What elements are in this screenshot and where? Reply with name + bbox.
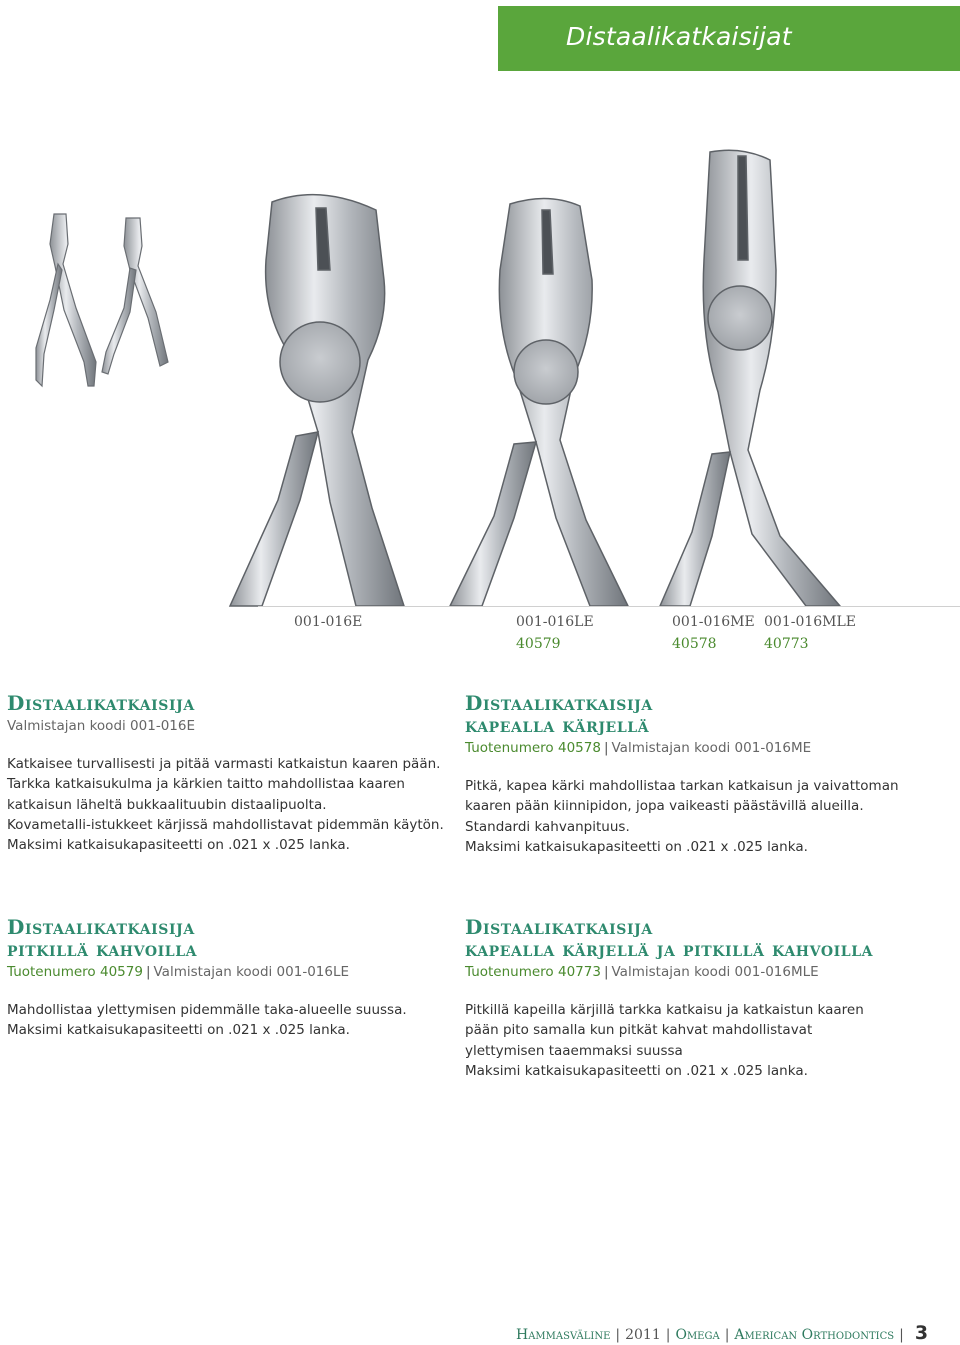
body-line: pään pito samalla kun pitkät kahvat mahdollistavat [465,1022,813,1039]
section-title: Distaalikatkaisija kapealla kärjellä ja pitkillä kahvoilla [465,915,874,961]
body-line: Katkaisee turvallisesti ja pitää varmasti katkaistun kaaren pään. [7,756,441,772]
code-label-2: 001-016LE [516,614,594,630]
small-pliers-image [36,214,168,386]
body-line: Maksimi katkaisukapasiteetti on .021 x .025 lanka. [465,838,808,855]
body-line: Maksimi katkaisukapasiteetti on .021 x .025 lanka. [465,1062,808,1079]
body-line: Maksimi katkaisukapasiteetti on .021 x .025 lanka. [7,1022,350,1039]
section-title: Distaalikatkaisija pitkillä kahvoilla [7,915,198,961]
section-meta: Tuotenumero 40773 | Valmistajan koodi 001-016MLE [465,964,819,980]
section-kapealla-karjella [465,692,945,857]
section-distaalikatkaisija [7,692,447,855]
body-line: ylettymisen taaemmaksi suussa [465,1042,683,1059]
section-pitkilla-kahvoilla [7,916,447,1041]
body-line: Standardi kahvanpituus. [465,818,630,835]
code-label-4: 001-016MLE [764,614,857,630]
divider-line [258,606,960,607]
footer-brand: Hammasväline [516,1327,611,1343]
body-line: Kovametalli-istukkeet kärjissä mahdollistavat pidemmän käytön. [7,816,444,833]
header-banner [498,6,960,71]
code-number-2: 40579 [516,636,561,652]
section-body [7,754,447,855]
section-title: Distaalikatkaisija [7,691,195,715]
page-title: Distaalikatkaisijat [566,22,792,51]
code-number-4: 40773 [764,636,809,652]
product-photos [0,140,960,610]
section-meta: Tuotenumero 40579 | Valmistajan koodi 001-016LE [7,964,350,980]
body-line: katkaisun läheltä bukkaalituubin distaalipuolta. [7,796,327,813]
section-body [7,1000,447,1041]
section-title: Distaalikatkaisija kapealla kärjellä [465,691,653,737]
section-body [465,1000,955,1081]
pliers-001-016LE-image [230,195,404,606]
pliers-001-016ME-image [450,198,628,606]
section-meta: Tuotenumero 40578 | Valmistajan koodi 001-016ME [465,740,812,756]
section-meta: Valmistajan koodi 001-016E [7,718,195,734]
page-footer: Hammasväline | 2011 | Omega | American Orthodontics | 3 [516,1322,929,1344]
body-line: Maksimi katkaisukapasiteetti on .021 x .025 lanka. [7,837,350,854]
body-line: Pitkä, kapea kärki mahdollistaa tarkan katkaisun ja vaivattoman [465,778,899,794]
section-kapealla-karjella-ja-pitkilla-kahvoilla [465,916,955,1081]
body-line: kaaren pään kiinnipidon, jopa vaikeasti päästävillä alueilla. [465,798,864,815]
footer-brand: Omega [675,1327,720,1343]
code-label-1: 001-016E [294,614,363,630]
footer-brand: American Orthodontics [734,1327,895,1343]
pliers-001-016MLE-image [660,150,840,606]
footer-year: 2011 [625,1327,661,1343]
page-number: 3 [914,1322,929,1344]
code-label-3: 001-016ME [672,614,755,630]
body-line: Pitkillä kapeilla kärjillä tarkka katkaisu ja katkaistun kaaren [465,1002,864,1018]
body-line: Tarkka katkaisukulma ja kärkien taitto mahdollistaa kaaren [7,776,405,793]
body-line: Mahdollistaa ylettymisen pidemmälle taka-alueelle suussa. [7,1002,407,1018]
section-body [465,776,945,857]
code-number-3: 40578 [672,636,717,652]
